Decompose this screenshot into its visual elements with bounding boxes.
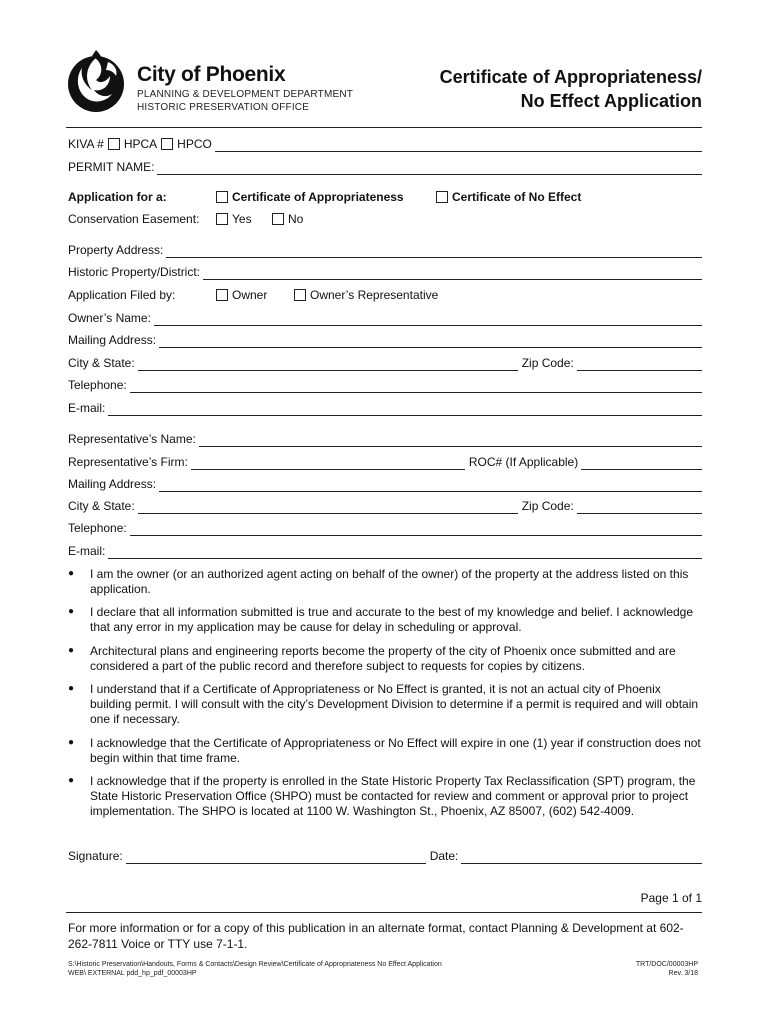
filed-by-label: Application Filed by: xyxy=(68,288,176,302)
revision: Rev. 3/18 xyxy=(668,970,698,977)
rep-telephone-field[interactable] xyxy=(130,524,702,536)
list-item xyxy=(68,605,702,635)
document-header xyxy=(66,44,702,126)
footer-divider xyxy=(66,912,702,913)
conservation-row xyxy=(68,211,702,227)
conservation-label: Conservation Easement: xyxy=(68,212,200,226)
file-path: S:\Historic Preservation\Handouts, Forms & Contacts\Design Review\Certificate of Appropriateness No Effect Application xyxy=(68,961,442,968)
coa-checkbox[interactable] xyxy=(216,191,228,203)
roc-field[interactable] xyxy=(581,458,702,470)
rep-name-row xyxy=(68,431,702,447)
owner-name-label: Owner’s Name: xyxy=(68,311,151,325)
rep-telephone-label: Telephone: xyxy=(68,521,127,535)
hpca-label: HPCA xyxy=(123,137,158,151)
rep-email-label: E-mail: xyxy=(68,544,106,558)
rep-zip-field[interactable] xyxy=(577,502,702,514)
rep-name-label: Representative’s Name: xyxy=(68,432,196,446)
signature-row xyxy=(68,848,702,864)
footer-info: For more information or for a copy of this publication in an alternate format, contact Planning & Development at 602-262-7811 Voice or TTY use 7-1-1. xyxy=(68,921,684,951)
rep-firm-row xyxy=(68,454,702,470)
web-path: WEB\ EXTERNAL pdd_hp_pdf_00003HP xyxy=(68,970,197,977)
no-label: No xyxy=(288,212,304,226)
zip-field[interactable] xyxy=(577,359,702,371)
list-item xyxy=(68,736,702,766)
coa-option[interactable] xyxy=(216,190,436,205)
org-name: City of Phoenix xyxy=(137,63,286,86)
rep-telephone-row xyxy=(68,520,702,536)
city-state-field[interactable] xyxy=(138,359,518,371)
date-label: Date: xyxy=(429,849,459,863)
rep-mailing-label: Mailing Address: xyxy=(68,477,157,491)
permit-name-label: PERMIT NAME: xyxy=(68,160,155,174)
email-field[interactable] xyxy=(108,404,702,416)
yes-label: Yes xyxy=(232,212,252,226)
city-state-row xyxy=(68,355,702,371)
doc-code: TRT/DOC/00003HP xyxy=(635,961,698,968)
list-item-text: I am the owner (or an authorized agent acting on behalf of the owner) of the property at the address listed on this application. xyxy=(90,567,689,596)
kiva-row xyxy=(68,136,702,152)
owner-rep-label: Owner’s Representative xyxy=(310,288,439,302)
property-address-row xyxy=(68,242,702,258)
rep-city-state-field[interactable] xyxy=(138,502,518,514)
title-line-1: Certificate of Appropriateness/ xyxy=(439,67,702,87)
bullet-icon: ● xyxy=(68,606,75,617)
cone-checkbox[interactable] xyxy=(436,191,448,203)
bullet-icon: ● xyxy=(68,737,75,748)
header-divider xyxy=(66,127,702,128)
hpco-checkbox[interactable] xyxy=(161,138,173,150)
conservation-yes-option[interactable] xyxy=(216,212,272,227)
document-title xyxy=(440,65,702,113)
bullet-icon: ● xyxy=(68,683,75,694)
rep-zip-label: Zip Code: xyxy=(521,499,574,513)
mailing-address-row xyxy=(68,332,702,348)
historic-property-label: Historic Property/District: xyxy=(68,265,201,279)
owner-label: Owner xyxy=(232,288,268,302)
zip-label: Zip Code: xyxy=(521,356,574,370)
application-for-label: Application for a: xyxy=(68,190,167,204)
property-address-label: Property Address: xyxy=(68,243,164,257)
email-row xyxy=(68,400,702,416)
date-field[interactable] xyxy=(461,852,702,864)
email-label: E-mail: xyxy=(68,401,106,415)
list-item xyxy=(68,644,702,674)
owner-rep-checkbox[interactable] xyxy=(294,289,306,301)
rep-email-field[interactable] xyxy=(108,547,702,559)
list-item xyxy=(68,774,702,819)
rep-mailing-row xyxy=(68,476,702,492)
application-type-row xyxy=(68,189,702,205)
bullet-icon: ● xyxy=(68,645,75,656)
rep-mailing-field[interactable] xyxy=(159,480,702,492)
conservation-no-checkbox[interactable] xyxy=(272,213,284,225)
title-line-2: No Effect Application xyxy=(520,91,702,111)
list-item-text: Architectural plans and engineering reports become the property of the city of Phoenix once submitted and are considered a part of the public record and therefore subject to requests for copies by citizens. xyxy=(90,644,676,673)
conservation-yes-checkbox[interactable] xyxy=(216,213,228,225)
list-item xyxy=(68,682,702,727)
mailing-address-field[interactable] xyxy=(159,336,702,348)
permit-name-field[interactable] xyxy=(157,163,702,175)
telephone-field[interactable] xyxy=(130,381,702,393)
property-address-field[interactable] xyxy=(166,246,702,258)
kiva-label: KIVA # xyxy=(68,137,104,151)
rep-firm-field[interactable] xyxy=(191,458,465,470)
rep-city-state-label: City & State: xyxy=(68,499,135,513)
coa-label: Certificate of Appropriateness xyxy=(232,190,404,204)
filed-by-row xyxy=(68,287,702,303)
owner-name-row xyxy=(68,310,702,326)
office-name: HISTORIC PRESERVATION OFFICE xyxy=(137,102,310,113)
owner-name-field[interactable] xyxy=(154,314,702,326)
page-number: Page 1 of 1 xyxy=(640,891,702,905)
hpca-option[interactable] xyxy=(108,137,157,152)
permit-name-row xyxy=(68,159,702,175)
signature-label: Signature: xyxy=(68,849,123,863)
conservation-no-option[interactable] xyxy=(272,212,303,227)
rep-firm-label: Representative’s Firm: xyxy=(68,455,188,469)
owner-rep-option[interactable] xyxy=(294,288,438,303)
signature-field[interactable] xyxy=(126,852,426,864)
historic-property-row xyxy=(68,264,702,280)
mailing-address-label: Mailing Address: xyxy=(68,333,157,347)
bullet-icon: ● xyxy=(68,775,75,786)
kiva-number-field[interactable] xyxy=(215,140,702,152)
hpco-option[interactable] xyxy=(161,137,212,152)
hpco-label: HPCO xyxy=(177,137,212,151)
rep-name-field[interactable] xyxy=(199,435,702,447)
list-item-text: I acknowledge that if the property is enrolled in the State Historic Property Tax Reclassification (SPT) program, the State Historic Preservation Office (SHPO) must be contacted for review and comment or approval prior to project implementation. The SHPO is located at 1100 W. Washington St., Phoenix, AZ 85007, (602) 542-4009. xyxy=(90,774,696,818)
list-item xyxy=(68,567,702,597)
cone-label: Certificate of No Effect xyxy=(452,190,582,204)
rep-email-row xyxy=(68,543,702,559)
cone-option[interactable] xyxy=(436,190,581,205)
historic-property-field[interactable] xyxy=(203,268,702,280)
owner-checkbox[interactable] xyxy=(216,289,228,301)
telephone-row xyxy=(68,377,702,393)
owner-option[interactable] xyxy=(216,288,294,303)
roc-label: ROC# (If Applicable) xyxy=(468,455,579,469)
telephone-label: Telephone: xyxy=(68,378,127,392)
hpca-checkbox[interactable] xyxy=(108,138,120,150)
city-state-label: City & State: xyxy=(68,356,135,370)
bullet-icon: ● xyxy=(68,568,75,579)
department-name: PLANNING & DEVELOPMENT DEPARTMENT xyxy=(137,89,354,100)
list-item-text: I understand that if a Certificate of Appropriateness or No Effect is granted, it is not an actual city of Phoenix building permit. I will consult with the city’s Development Division to determine if a permit is required and will obtain one if necessary. xyxy=(90,682,699,726)
list-item-text: I declare that all information submitted is true and accurate to the best of my knowledge and belief. I acknowledge that any error in my application may be cause for delay in scheduling or approval. xyxy=(90,605,694,634)
phoenix-bird-logo-icon xyxy=(66,46,130,116)
rep-city-state-row xyxy=(68,498,702,514)
list-item-text: I acknowledge that the Certificate of Appropriateness or No Effect will expire in one (1) year if construction does not begin within that time frame. xyxy=(90,736,701,765)
